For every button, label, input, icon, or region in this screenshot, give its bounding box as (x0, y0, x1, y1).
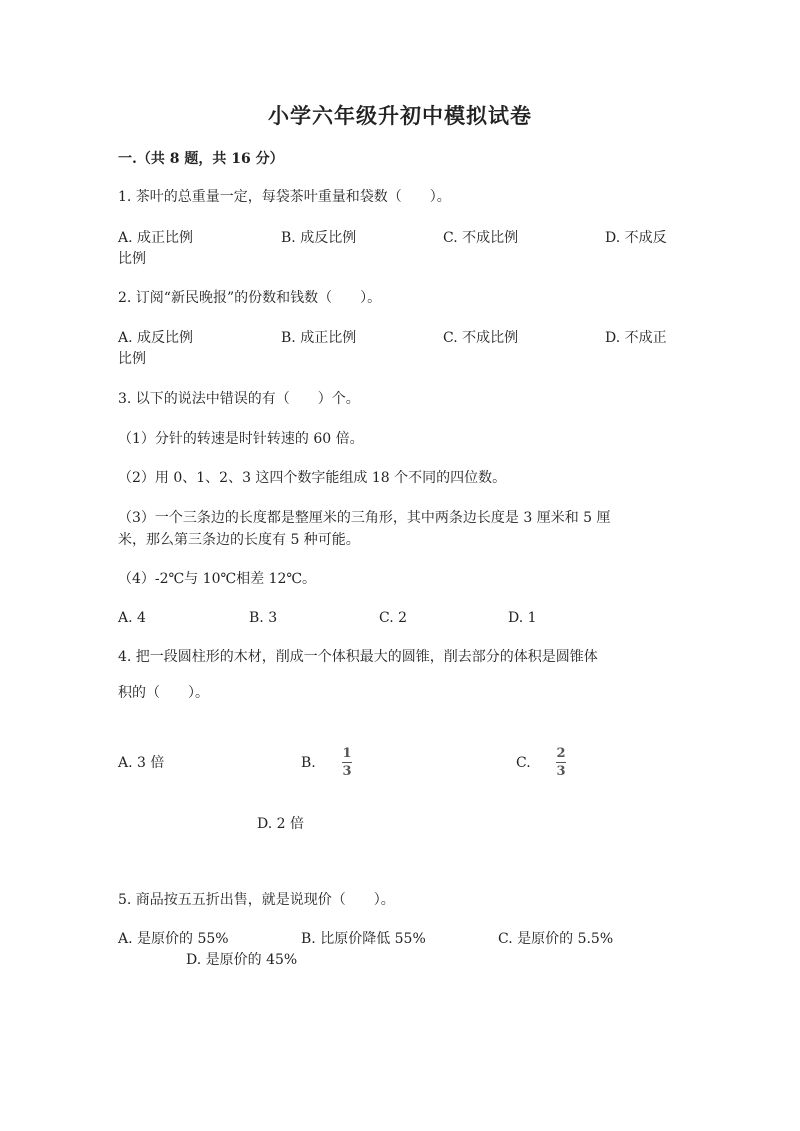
q3-option-d: D. 1 (508, 610, 537, 626)
q5-stem: 5. 商品按五五折出售，就是说现价（ ）。 (118, 892, 395, 908)
q4-option-d: D. 2 倍 (257, 816, 304, 832)
q2-option-d: D. 不成正 (605, 330, 667, 346)
q1-stem: 1. 茶叶的总重量一定，每袋茶叶重量和袋数（ ）。 (118, 189, 451, 205)
fraction-denominator: 3 (556, 764, 566, 779)
q2-stem: 2. 订阅“新民晚报”的份数和钱数（ ）。 (118, 290, 382, 306)
q1-option-c: C. 不成比例 (443, 230, 519, 246)
q3-statement-3-continued: 米，那么第三条边的长度有 5 种可能。 (118, 532, 360, 548)
q1-option-b: B. 成反比例 (281, 230, 357, 246)
q1-option-a: A. 成正比例 (118, 230, 194, 246)
q3-option-b: B. 3 (249, 610, 278, 626)
q3-statement-2: （2）用 0、1、2、3 这四个数字能组成 18 个不同的四位数。 (118, 470, 507, 486)
fraction-bar (556, 762, 566, 763)
q4-option-b: B. (301, 755, 316, 771)
q4-stem-continued: 积的（ ）。 (118, 685, 209, 701)
fraction-bar (342, 762, 352, 763)
fraction-numerator: 1 (342, 746, 352, 761)
section-heading: 一.（共 8 题，共 16 分） (118, 151, 284, 167)
q5-option-a: A. 是原价的 55% (118, 931, 229, 947)
q2-option-c: C. 不成比例 (443, 330, 519, 346)
q3-option-c: C. 2 (379, 610, 408, 626)
q3-option-a: A. 4 (118, 610, 146, 626)
q2-option-a: A. 成反比例 (118, 330, 194, 346)
fraction-numerator: 2 (556, 746, 566, 761)
q3-statement-4: （4）-2℃与 10℃相差 12℃。 (118, 571, 317, 587)
q2-option-b: B. 成正比例 (281, 330, 357, 346)
fraction-denominator: 3 (342, 764, 352, 779)
q4-option-a: A. 3 倍 (118, 755, 165, 771)
q5-option-d: D. 是原价的 45% (186, 952, 298, 968)
q4-option-b-fraction (342, 746, 352, 779)
q3-statement-1: （1）分针的转速是时针转速的 60 倍。 (118, 431, 364, 447)
q4-stem: 4. 把一段圆柱形的木材，削成一个体积最大的圆锥，削去部分的体积是圆锥体 (118, 649, 598, 665)
q4-option-c-fraction (556, 746, 566, 779)
q1-option-d: D. 不成反 (605, 230, 667, 246)
exam-title: 小学六年级升初中模拟试卷 (268, 103, 532, 128)
q5-option-b: B. 比原价降低 55% (301, 931, 426, 947)
q3-statement-3: （3）一个三条边的长度都是整厘米的三角形，其中两条边长度是 3 厘米和 5 厘 (118, 510, 611, 526)
q4-option-c: C. (516, 755, 531, 771)
q2-option-d-continued: 比例 (118, 351, 146, 367)
q3-stem: 3. 以下的说法中错误的有（ ）个。 (118, 391, 360, 407)
q5-option-c: C. 是原价的 5.5% (498, 931, 614, 947)
q1-option-d-continued: 比例 (118, 251, 146, 267)
